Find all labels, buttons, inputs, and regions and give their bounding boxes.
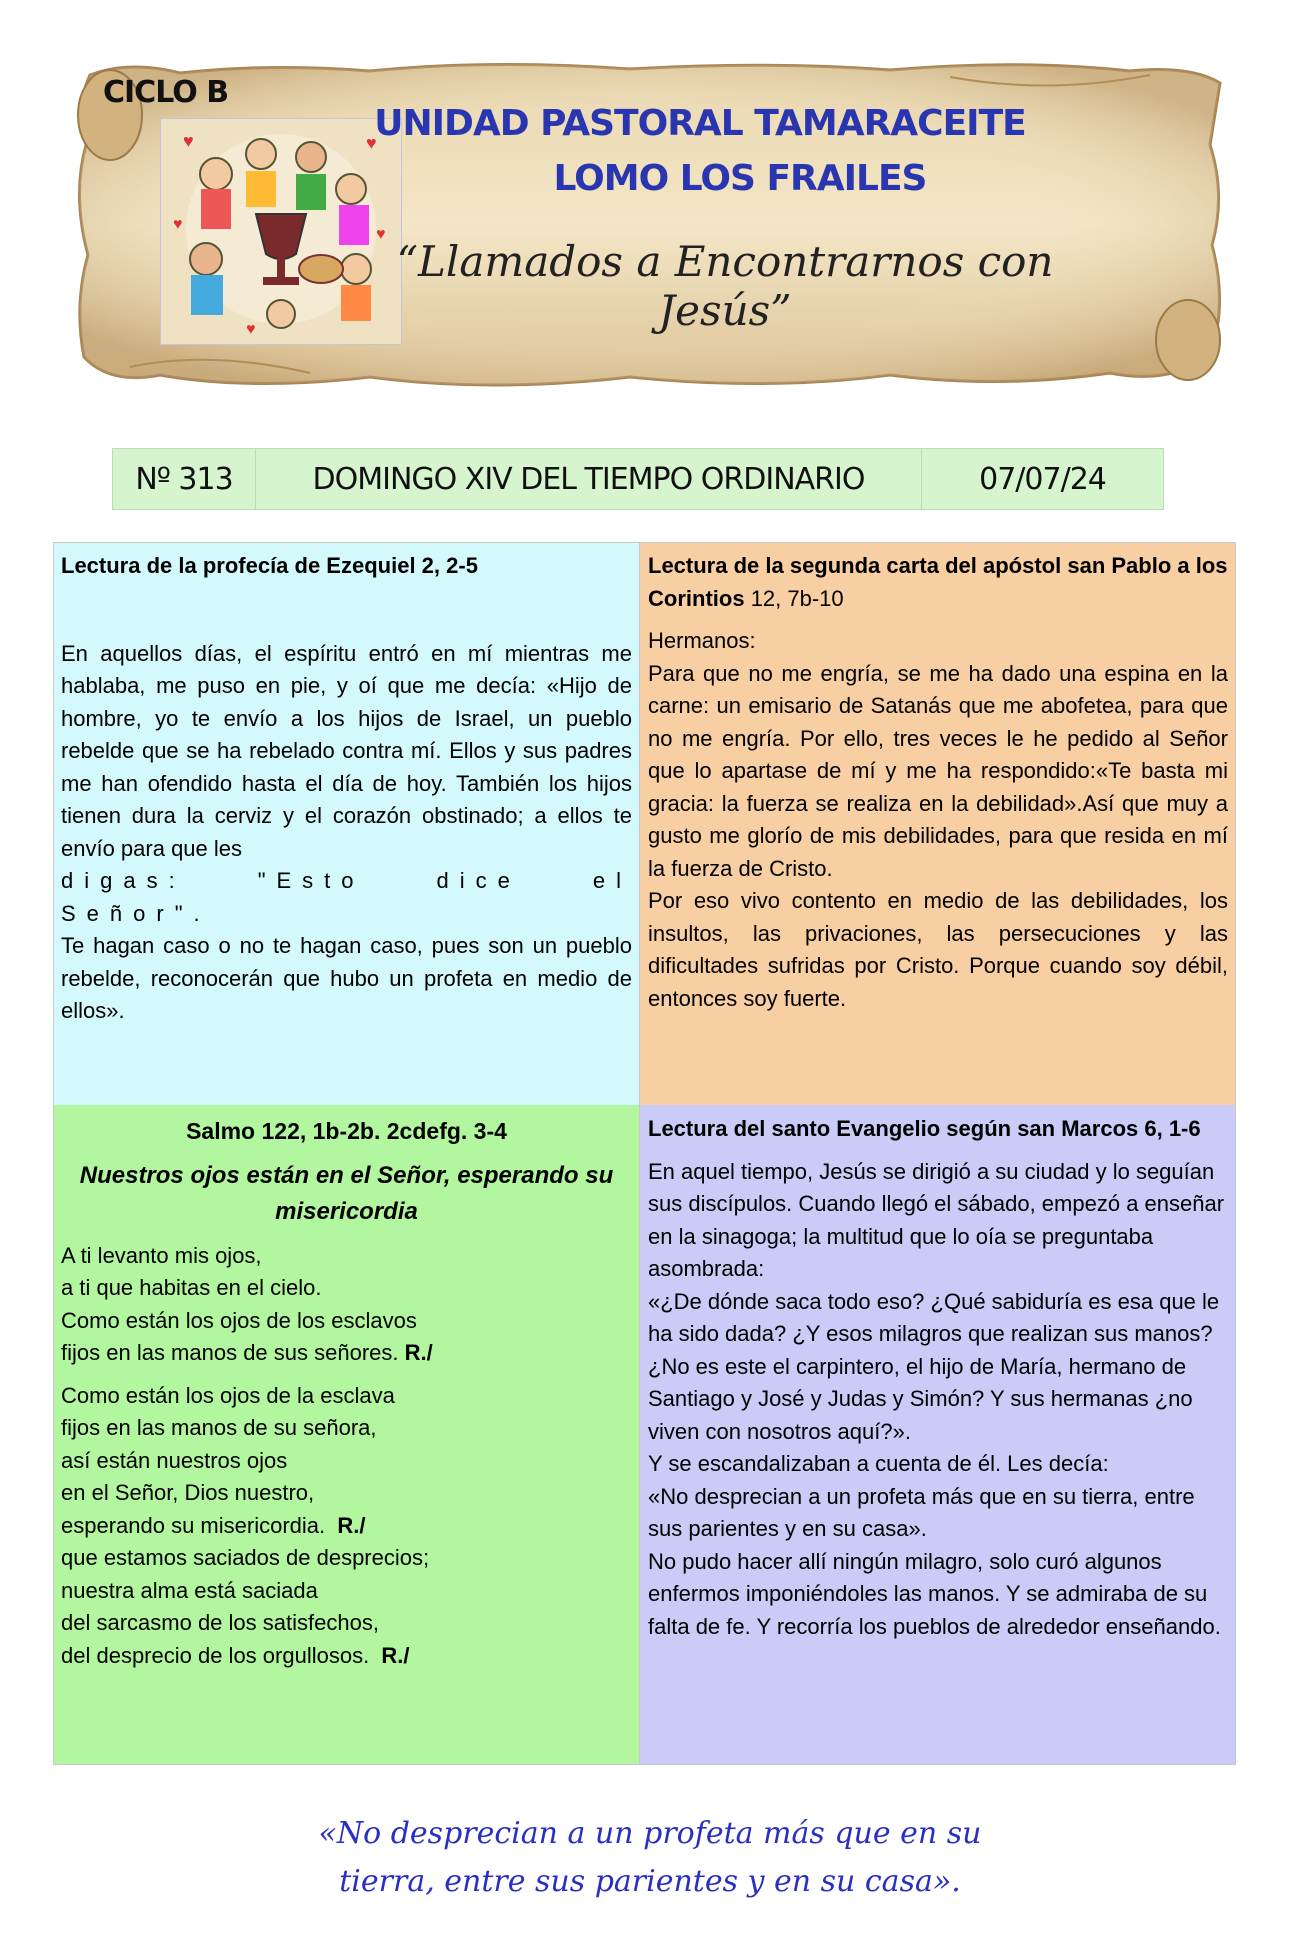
psalm-line: esperando su misericordia. bbox=[61, 1512, 326, 1538]
gospel-body-4: «No desprecian a un profeta más que en su tierra, entre sus parientes y en su casa». bbox=[648, 1483, 1195, 1541]
second-reading-body-2: Por eso vivo contento en medio de las debilidades, los insultos, las privaciones, las persecuciones y las dificultades sufridas por Cristo. Porque cuando soy débil, entonces soy fuerte. bbox=[648, 888, 1228, 1011]
parish-name-line1: UNIDAD PASTORAL TAMARACEITE bbox=[374, 103, 1026, 144]
first-reading-conclusion: Te hagan caso o no te hagan caso, pues son un pueblo rebelde, reconocerán que hubo un profeta en medio de ellos». bbox=[61, 933, 632, 1023]
refrain-mark: R./ bbox=[381, 1642, 410, 1668]
psalm-line: que estamos saciados de desprecios; bbox=[61, 1545, 430, 1570]
first-reading-body: En aquellos días, el espíritu entró en mí mientras me hablaba, me puso en pie, y oí que me decía: «Hijo de hombre, yo te envío a los hijos de Israel, un pueblo rebelde que se ha rebelado contra mí. Ellos y sus padres me han ofendido hasta el día de hoy. También los hijos tienen dura la cerviz y el corazón obstinado; a ellos te envío para que les bbox=[61, 640, 632, 861]
second-reading-body: Para que no me engría, se me ha dado una espina en la carne: un emisario de Satanás que me abofetea, para que no me engría. Por ello, tres veces le he pedido al Señor que lo apartase de mí y me ha respondido:«Te basta mi gracia: la fuerza se realiza en la debilidad».Así que muy a gusto me glorío de mis debilidades, para que resida en mí la fuerza de Cristo. bbox=[648, 660, 1228, 881]
psalm-line: Como están los ojos de la esclava bbox=[61, 1382, 395, 1408]
issue-number: Nº 313 bbox=[113, 449, 256, 509]
psalm-line: en el Señor, Dios nuestro, bbox=[61, 1480, 315, 1505]
psalm-line: Como están los ojos de los esclavos bbox=[61, 1307, 417, 1333]
closing-quote-line2: tierra, entre sus parientes y en su casa». bbox=[339, 1864, 961, 1899]
psalm-response: Nuestros ojos están en el Señor, esperando su misericordia bbox=[79, 1161, 614, 1225]
psalm-stanza-2 bbox=[61, 1380, 632, 1673]
psalm-box bbox=[53, 1105, 640, 1765]
gospel-body-5: No pudo hacer allí ningún milagro, solo curó algunos enfermos imponiéndoles las manos. Y se admiraba de su falta de fe. Y recorría los pueblos de alrededor enseñando. bbox=[648, 1548, 1221, 1639]
psalm-line: A ti levanto mis ojos, bbox=[61, 1242, 262, 1268]
first-reading-title: Lectura de la profecía de Ezequiel 2, 2-5 bbox=[61, 553, 478, 578]
bulletin-header bbox=[112, 448, 1164, 510]
gospel-body-1: En aquel tiempo, Jesús se dirigió a su ciudad y lo seguían sus discípulos. Cuando llegó el sábado, empezó a enseñar en la sinagoga; la multitud que lo oía se preguntaba asombrada: bbox=[648, 1158, 1225, 1281]
psalm-title: Salmo 122, 1b-2b. 2cdefg. 3-4 bbox=[186, 1118, 507, 1144]
psalm-line: nuestra alma está saciada bbox=[61, 1577, 318, 1603]
psalm-line: fijos en las manos de su señora, bbox=[61, 1415, 377, 1440]
children-chalice-illustration bbox=[160, 118, 402, 345]
svg-text:♥: ♥ bbox=[376, 226, 386, 243]
parchment-banner bbox=[70, 55, 1230, 395]
svg-text:♥: ♥ bbox=[183, 131, 194, 151]
gospel-body-3: Y se escandalizaban a cuenta de él. Les decía: bbox=[648, 1451, 1109, 1476]
gospel-body-2: «¿De dónde saca todo eso? ¿Qué sabiduría es esa que le ha sido dada? ¿Y esos milagros que realizan sus manos? ¿No es este el carpintero, el hijo de María, hermano de Santiago y José y Judas y Simón? Y sus hermanas ¿no viven con nosotros aquí?». bbox=[648, 1288, 1220, 1444]
parish-name-line2: LOMO LOS FRAILES bbox=[553, 158, 927, 199]
issue-date: 07/07/24 bbox=[979, 461, 1106, 497]
second-reading-reference: 12, 7b-10 bbox=[750, 585, 844, 611]
psalm-stanza-1 bbox=[61, 1240, 632, 1370]
grid-divider bbox=[639, 542, 640, 1765]
psalm-line: fijos en las manos de sus señores. bbox=[61, 1340, 399, 1365]
psalm-line: del sarcasmo de los satisfechos, bbox=[61, 1610, 379, 1635]
first-reading-box bbox=[53, 542, 640, 1105]
second-reading-greeting: Hermanos: bbox=[648, 628, 756, 653]
sunday-title: DOMINGO XIV DEL TIEMPO ORDINARIO bbox=[256, 449, 922, 509]
gospel-box bbox=[640, 1105, 1236, 1765]
first-reading-quote-line: digas: "Esto dice el Señor". bbox=[61, 868, 632, 926]
svg-text:♥: ♥ bbox=[173, 216, 183, 233]
svg-text:♥: ♥ bbox=[246, 321, 256, 338]
refrain-mark: R./ bbox=[404, 1340, 433, 1365]
refrain-mark: R./ bbox=[337, 1512, 366, 1538]
second-reading-title: Lectura de la segunda carta del apóstol san Pablo a los Corintios bbox=[648, 553, 1228, 611]
closing-quote-line1: «No desprecian a un profeta más que en su bbox=[318, 1816, 982, 1851]
psalm-line: así están nuestros ojos bbox=[61, 1447, 288, 1473]
liturgical-cycle: CICLO B bbox=[103, 75, 229, 110]
gospel-title: Lectura del santo Evangelio según san Marcos 6, 1-6 bbox=[648, 1116, 1201, 1141]
psalm-line: del desprecio de los orgullosos. bbox=[61, 1642, 370, 1668]
parish-motto: “Llamados a Encontrarnos con Jesús” bbox=[396, 237, 1054, 335]
svg-text:♥: ♥ bbox=[366, 133, 377, 153]
closing-quote bbox=[300, 1810, 1000, 1906]
psalm-line: a ti que habitas en el cielo. bbox=[61, 1275, 322, 1300]
second-reading-box bbox=[640, 542, 1236, 1105]
